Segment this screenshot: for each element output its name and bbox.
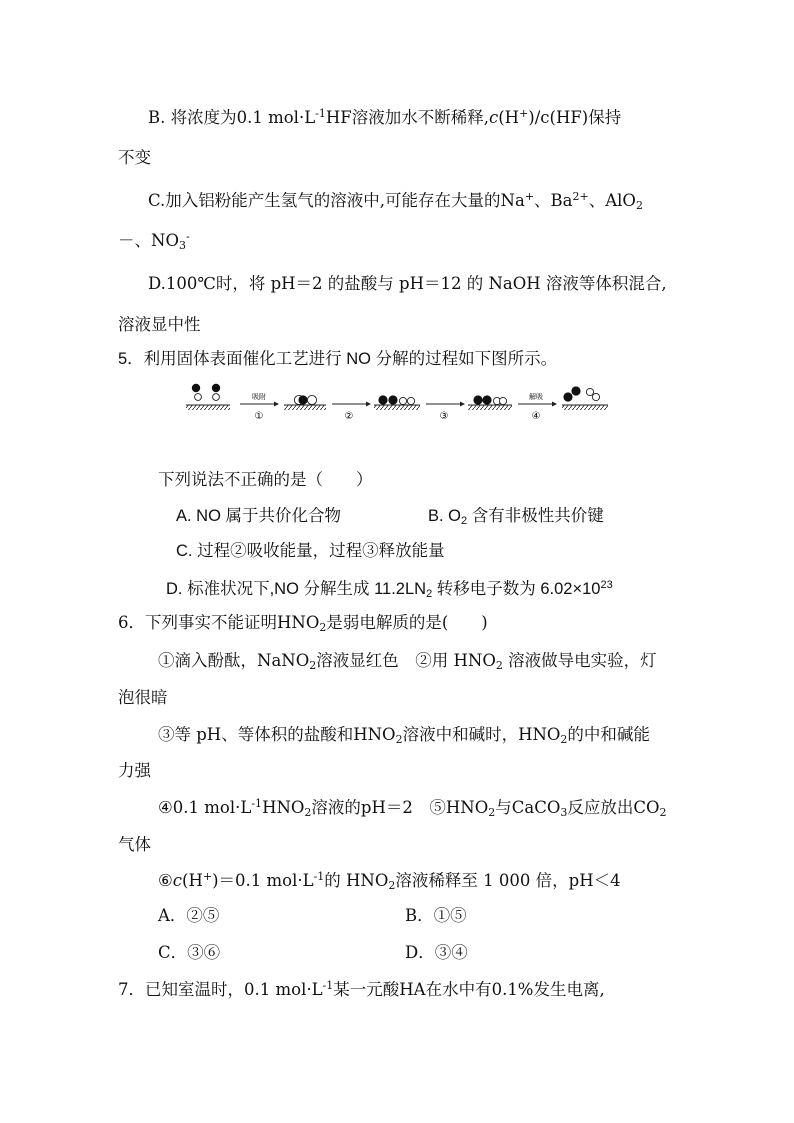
q4-option-b-line1: B. 将浓度为0.1 $mol\cdot L^{-1}HF$溶液加水不断稀释,c(H+)/c(HF)保持 [148, 107, 622, 127]
step-label-1: 吸附 [252, 393, 266, 401]
q5-option-d: D. 标准状况下,NO 分解生成 $11.2LN_2$ 转移电子数为 $6.02\times 10^{23}$ [166, 579, 613, 600]
catalysis-process-diagram [182, 378, 612, 428]
q6-item-4-5-line1: ④0.1 $mol\cdot L^{-1}HNO_2$溶液的pH＝2 $⑤HNO_2$与CaCO$_3$反应放出$CO_2$ [158, 797, 667, 819]
q4-option-b-line2: 不变 [118, 148, 151, 167]
surface-stage-2 [374, 395, 420, 410]
q5-option-b: B. $O_2$ 含有非极性共价键 [428, 507, 604, 527]
q5-stem: 5．利用固体表面催化工艺进行 NO 分解的过程如下图所示。 [118, 350, 558, 368]
q6-stem: 6．下列事实不能证明$HNO_2$是弱电解质的是( ) [118, 613, 488, 634]
q4-option-c-line1: C.加入铝粉能产生氢气的溶液中,可能存在大量的Na+、$Ba^{2+}$、AlO$_2$ [148, 190, 643, 212]
surface-stage-1 [284, 395, 326, 410]
q6-item-3-line1: ③等 pH、等体积的盐酸和$HNO_2$溶液中和碱时，$HNO_2$的中和碱能 [158, 725, 650, 746]
surface-stage-0 [186, 384, 230, 410]
arrow-step-4 [518, 392, 557, 422]
q6-option-d: D．③④ [405, 943, 468, 962]
q5-option-c: C. 过程②吸收能量，过程③释放能量 [176, 542, 445, 560]
q7-stem: 7．已知室温时，0.1 $mol\cdot L^{-1}$某一元酸HA在水中有0.1%发生电离, [118, 979, 605, 999]
q6-item-1-2-line1: ①滴入酚酞，NaNO$_2$溶液显红色 ②用 $HNO_2$ 溶液做导电实验，灯 [158, 651, 657, 672]
q6-item-6: ⑥c(H+)＝0.1 $mol\cdot L^{-1}$的 $HNO_2$溶液稀释至 1 000 倍，pH＜4 [158, 870, 621, 892]
q5-option-a: A. NO 属于共价化合物 [176, 507, 342, 525]
arrow-step-2 [332, 402, 371, 423]
step-number-1: ① [254, 411, 264, 422]
q4-option-d-line1: D.100℃时，将 pH＝2 的盐酸与 pH＝12 的 NaOH 溶液等体积混合, [148, 274, 667, 293]
step-number-3: ③ [439, 411, 449, 422]
q6-item-3-line2: 力强 [118, 761, 151, 780]
q6-option-c: C．③⑥ [158, 943, 221, 962]
step-label-4: 解吸 [529, 393, 543, 401]
q5-question: 下列说法不正确的是（ ） [158, 471, 373, 489]
surface-stage-3 [468, 395, 512, 410]
arrow-step-1 [240, 392, 279, 422]
q6-option-b: B．①⑤ [405, 906, 467, 925]
step-number-2: ② [344, 411, 354, 422]
q4-option-c-line2: －、$NO_3^-$ [118, 230, 190, 252]
surface-stage-4 [562, 386, 608, 410]
q4-option-d-line2: 溶液显中性 [118, 315, 201, 334]
q6-item-1-2-line2: 泡很暗 [118, 688, 168, 707]
q6-option-a: A．②⑤ [158, 906, 220, 925]
arrow-step-3 [426, 402, 465, 423]
q6-item-4-5-line2: 气体 [118, 835, 151, 854]
step-number-4: ④ [531, 411, 541, 422]
